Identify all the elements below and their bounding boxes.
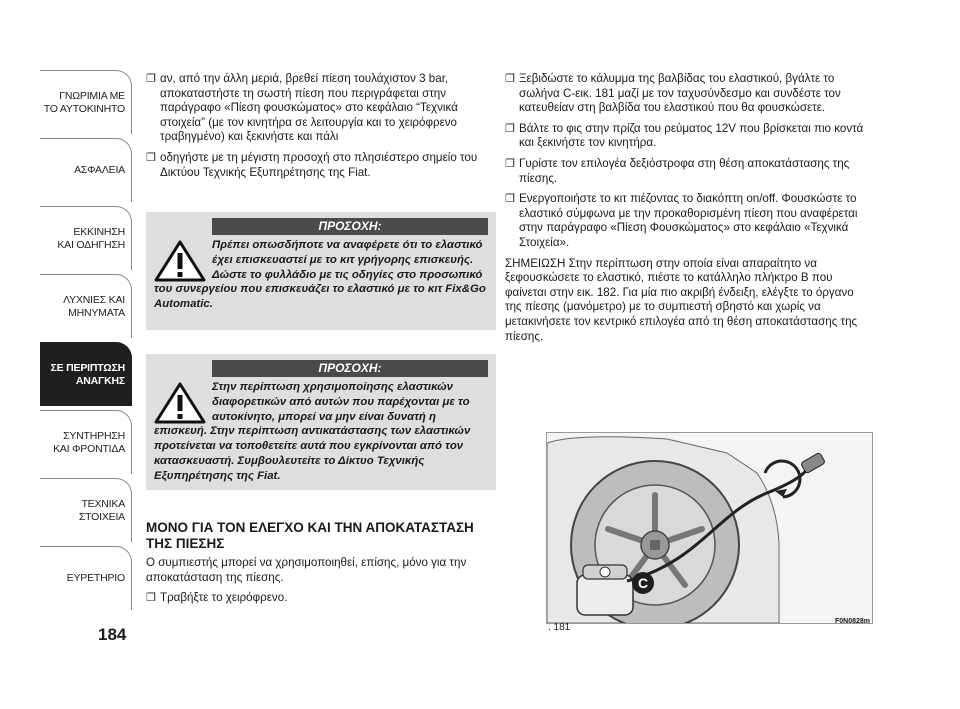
pressure-restore-section — [146, 520, 496, 612]
warning-body — [154, 238, 488, 312]
callout-label: C — [637, 575, 649, 591]
list-item — [505, 157, 865, 186]
right-column — [505, 72, 865, 344]
warning-title: ΠΡΟΣΟΧΗ: — [212, 360, 488, 377]
bullet-text: αν, από την άλλη μεριά, βρεθεί πίεση τουλάχιστον 3 bar, αποκαταστήστε τη σωστή πίεση που περιγράφεται στην παράγραφο «Πίεση φουσκώματος» στο κεφάλαιο “Τεχνικά στοιχεία” (με τον κινητήρα σε λειτουργία και το χειρόφρενο τραβηγμένο) και ξεκινήστε και πάλι — [160, 72, 458, 144]
warning-title: ΠΡΟΣΟΧΗ: — [212, 218, 488, 235]
chapter-tab-label: ΣΕ ΠΕΡΙΠΤΩΣΗ ΑΝΑΓΚΗΣ — [50, 361, 125, 387]
chapter-tab-index[interactable] — [40, 546, 132, 610]
list-item — [146, 151, 496, 180]
bullet-text: Γυρίστε τον επιλογέα δεξιόστροφα στη θέση αποκατάστασης της πίεσης. — [519, 156, 850, 185]
list-item — [146, 591, 496, 606]
list-item — [146, 72, 496, 145]
page-number: 184 — [98, 625, 127, 644]
tire-illustration — [547, 433, 872, 623]
warning-text: Πρέπει οπωσδήποτε να αναφέρετε ότι το ελαστικό έχει επισκευαστεί με το κιτ γρήγορης επισκευής. Δώστε το φυλλάδιο με τις οδηγίες στο προσωπικό του συνεργείου που επισκευάζει το ελαστικό με το κιτ Fix&Go Automatic. — [154, 239, 486, 311]
checkbox-bullet-icon: ❐ — [146, 592, 156, 605]
chapter-tab-label: ΛΥΧΝΙΕΣ ΚΑΙ ΜΗΝΥΜΑΤΑ — [63, 293, 125, 319]
checkbox-bullet-icon: ❐ — [505, 157, 515, 170]
warning-box-2 — [146, 354, 496, 490]
chapter-tab-safety[interactable] — [40, 138, 132, 202]
checkbox-bullet-icon: ❐ — [505, 73, 515, 85]
chapter-tab-technical-data[interactable] — [40, 478, 132, 542]
warning-box-1 — [146, 212, 496, 330]
bullet-text: Ενεργοποιήστε το κιτ πιέζοντας το διακόπτη on/off. Φουσκώστε το ελαστικό σύμφωνα με την προκαθορισμένη πίεση που αναφέρεται στην παράγραφο «Πίεση Φουσκώματος» στο κεφάλαιο «Τεχνικά Στοιχεία». — [519, 192, 858, 249]
warning-text: Στην περίπτωση χρησιμοποίησης ελαστικών διαφορετικών από αυτών που παρέχονται με το αυτοκίνητο, μπορεί να μην είναι δυνατή η επισκευή. Στην περίπτωση αντικατάστασης των ελαστικών προτείνεται να τοποθετείτε αυτά που εγκρίνονται από τον κατασκευαστή. Συμβουλευτείτε το Δίκτυο Τεχνικής Εξυπηρέτησης της Fiat. — [154, 381, 471, 482]
checkbox-bullet-icon: ❐ — [505, 193, 515, 206]
warning-triangle-icon — [154, 382, 206, 424]
chapter-tab-maintenance[interactable] — [40, 410, 132, 474]
chapter-tab-label: ΑΣΦΑΛΕΙΑ — [74, 164, 125, 176]
chapter-tab-warning-lights[interactable] — [40, 274, 132, 338]
chapter-tab-label: ΣΥΝΤΗΡΗΣΗ ΚΑΙ ΦΡΟΝΤΙΔΑ — [53, 429, 125, 455]
warning-body — [154, 380, 488, 484]
list-item — [505, 192, 865, 250]
checkbox-bullet-icon: ❐ — [146, 151, 156, 164]
note-paragraph: ΣΗΜΕΙΩΣΗ Στην περίπτωση στην οποία είναι απαραίτητο να ξεφουσκώσετε το ελαστικό, πιέστε το κατάλληλο πλήκτρο B που φαίνεται στην εικ. 182. Για μία πιο ακριβή ένδειξη, ελέγξτε το όργανο της πίεσης (μανόμετρο) με το συμπιεστή σβηστό και χωρίς να μετακινήσετε τον κεντρικό επιλογέα από τη θέση αποκατάστασης της πίεσης. — [505, 256, 858, 343]
checkbox-bullet-icon: ❐ — [505, 122, 515, 135]
chapter-tab-label: ΓΝΩΡΙΜΙΑ ΜΕ ΤΟ ΑΥΤΟΚΙΝΗΤΟ — [43, 89, 125, 115]
chapter-tab-emergency[interactable] — [40, 342, 132, 406]
chapter-tab-know-car[interactable] — [40, 70, 132, 134]
warning-triangle-icon — [154, 240, 206, 282]
bullet-text: Ξεβιδώστε το κάλυμμα της βαλβίδας του ελαστικού, βγάλτε το σωλήνα C-εικ. 181 μαζί με τον ταχυσύνδεσμο και συνδέστε τον κατευθείαν στη βαλβίδα του ελαστικού που θα φουσκώσετε. — [519, 72, 841, 115]
bullet-text: Βάλτε το φις στην πρίζα του ρεύματος 12V που βρίσκεται πιο κοντά και ξεκινήστε τον κινητήρα. — [519, 121, 864, 150]
chapter-tab-label: ΕΚΚΙΝΗΣΗ ΚΑΙ ΟΔΗΓΗΣΗ — [57, 225, 125, 251]
chapter-tab-label: ΤΕΧΝΙΚΑ ΣΤΟΙΧΕΙΑ — [78, 497, 125, 523]
left-column-bullets — [146, 72, 496, 186]
list-item — [505, 122, 865, 151]
chapter-tab-label: ΕΥΡΕΤΗΡΙΟ — [66, 572, 125, 584]
bullet-text: οδηγήστε με τη μέγιστη προσοχή στο πλησιέστερο σημείο του Δικτύου Τεχνικής Εξυπηρέτησης της Fiat. — [160, 150, 478, 179]
section-heading: ΜΟΝΟ ΓΙΑ ΤΟΝ ΕΛΕΓΧΟ ΚΑΙ ΤΗΝ ΑΠΟΚΑΤΑΣΤΑΣΗ ΤΗΣ ΠΙΕΣΗΣ — [146, 520, 474, 551]
tire-compressor-figure — [546, 432, 873, 624]
list-item — [505, 72, 865, 116]
checkbox-bullet-icon: ❐ — [146, 73, 156, 85]
section-paragraph: Ο συμπιεστής μπορεί να χρησιμοποιηθεί, επίσης, μόνο για την αποκατάσταση της πίεσης. — [146, 556, 467, 584]
figure-code: F0N0828m — [835, 618, 871, 625]
figure-caption: . 181 — [548, 622, 571, 633]
chapter-tab-starting-driving[interactable] — [40, 206, 132, 270]
bullet-text: Τραβήξτε το χειρόφρενο. — [160, 591, 288, 605]
